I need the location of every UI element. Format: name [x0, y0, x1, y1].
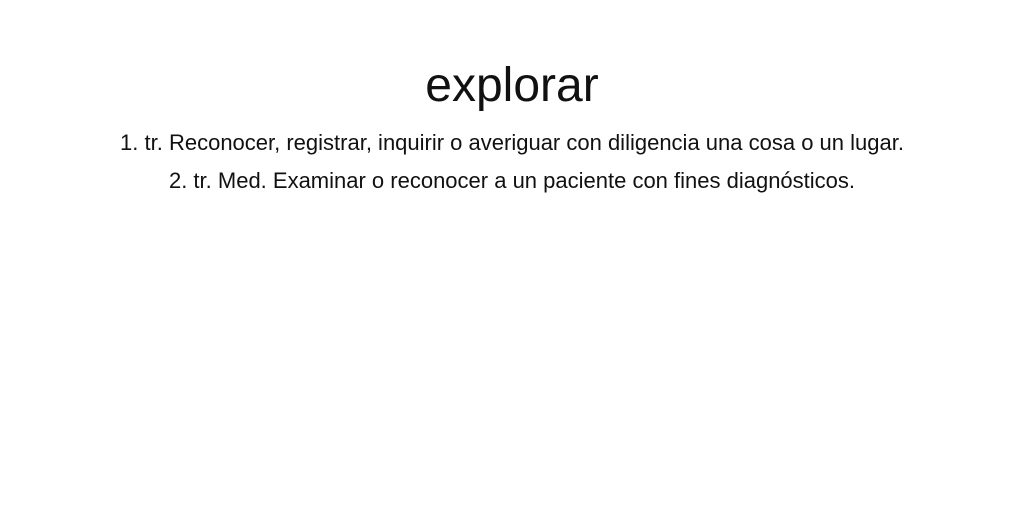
definition-1: 1. tr. Reconocer, registrar, inquirir o averiguar con diligencia una cosa o un lugar. — [120, 130, 904, 155]
headword: explorar — [425, 59, 599, 112]
definition-list — [82, 124, 942, 200]
definition-2: 2. tr. Med. Examinar o reconocer a un paciente con fines diagnósticos. — [168, 168, 856, 193]
